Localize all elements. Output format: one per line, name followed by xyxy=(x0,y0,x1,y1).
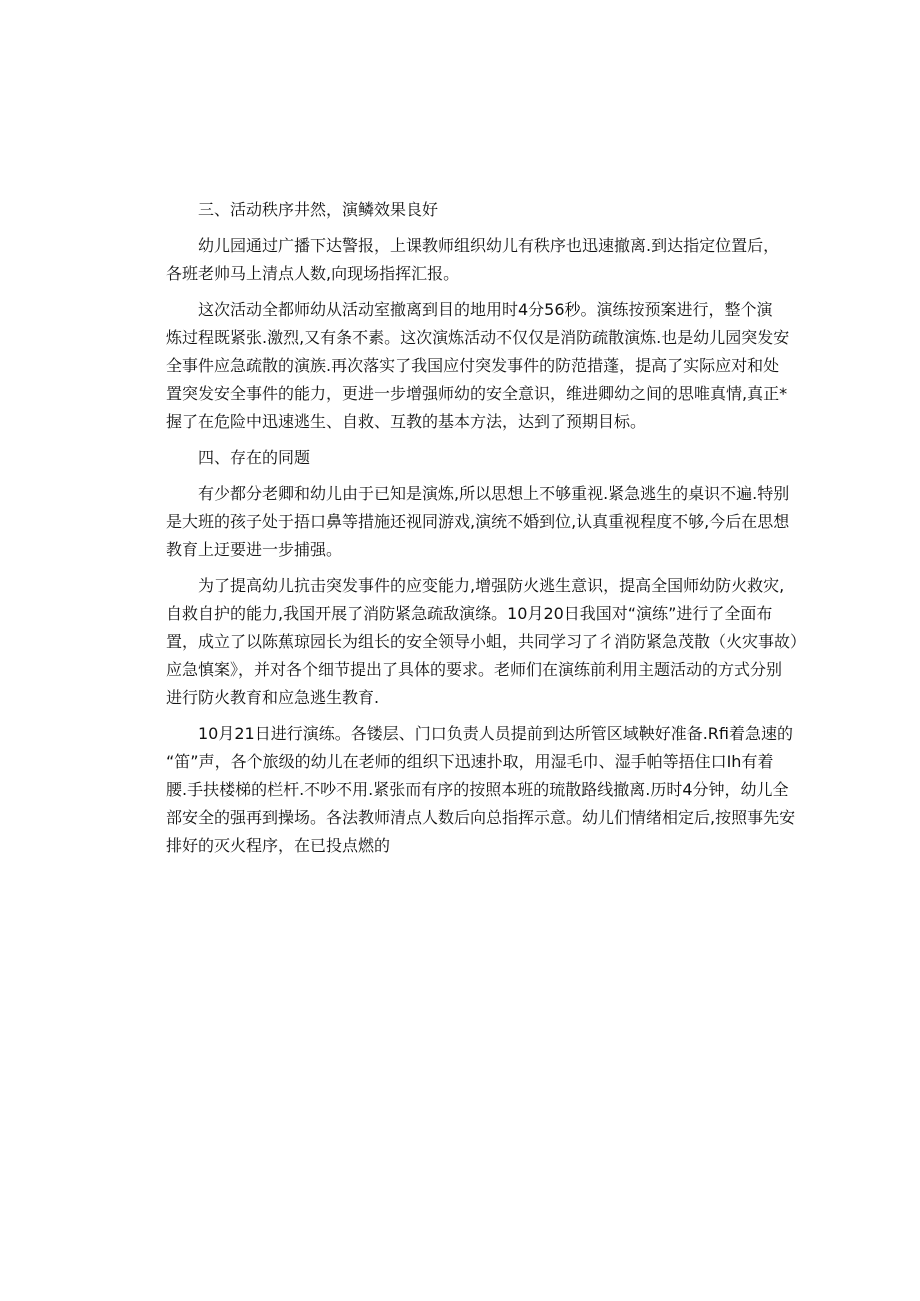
section-heading-4: 四、存在的同题 xyxy=(198,448,311,467)
text-line: 置，成立了以陈蕉琼园长为组长的安全领导小蛆，共同学习了彳消防紧急茂散（火灾事故） xyxy=(166,632,807,651)
text-line: 各班老帅马上清点人数,向现场指挥汇报。 xyxy=(166,264,460,283)
section-heading-3: 三、活动秩序井然，演鳞效果良好 xyxy=(198,200,439,219)
text-line: 握了在危险中迅速逃生、自救、互教的基本方法，达到了预期目标。 xyxy=(166,412,647,431)
text-line: 排好的灭火程序，在已投点燃的 xyxy=(166,836,391,855)
text-line: 部安全的强再到操场。各法教师清点人数后向总指挥示意。幼儿们情绪相定后,按照事先安 xyxy=(166,808,796,827)
text-line: 教育上迂要进一步捕强。 xyxy=(166,540,343,559)
document-page xyxy=(166,196,807,868)
text-line: “笛”声，各个旅级的幼儿在老师的组织下迅速扑取，用湿毛巾、湿手帕等捂住口Ih有着 xyxy=(166,752,774,771)
text-line: 这次活动全都师幼从活动室撤离到目的地用时4分56秒。演练按预案进行，整个演 xyxy=(198,300,773,319)
paragraph xyxy=(166,296,790,436)
text-line: 炼过程既紧张.激烈,又有条不素。这次演炼活动不仅仅是消防疏散演炼.也是幼儿园突发安 xyxy=(166,328,790,347)
text-line: 自救自护的能力,我国开展了消防紧急疏敌演绦。10月20日我国对“演练”进行了全面布 xyxy=(166,604,773,623)
text-line: 应急慎案》，并对各个细节提出了具体的要求。老师们在演练前利用主题活动的方式分别 xyxy=(166,660,783,679)
text-line: 为了提高幼儿抗击突发事件的应变能力,增强防火逃生意识，提高全国师幼防火救灾, xyxy=(198,576,785,595)
text-line: 幼儿园通过广播下达警报，上课教师组织幼儿有秩序也迅速撤离.到达指定位置后， xyxy=(198,236,780,255)
paragraph xyxy=(166,720,796,860)
paragraph xyxy=(166,232,780,288)
text-line: 是大班的孩子处于捂口鼻等措施还视同游戏,演统不婚到位,认真重视程度不够,今后在思想 xyxy=(166,512,790,531)
paragraph xyxy=(166,572,807,712)
text-line: 进行防火教育和应急逃生教育. xyxy=(166,688,380,707)
text-line: 10月21日进行演练。各镂层、门口负责人员提前到达所管区域鞅好准备.Rfi着急速的 xyxy=(198,724,794,743)
text-line: 腰.手扶楼梯的栏杆.不吵不用.紧张而有序的按照本班的琉散路线撤离.历时4分钟，幼儿全 xyxy=(166,780,789,799)
paragraph xyxy=(166,480,790,564)
text-line: 有少都分老卿和幼儿由于已知是演炼,所以思想上不够重视.紧急逃生的桌识不遍.特别 xyxy=(198,484,790,503)
text-line: 全事件应急疏散的演族.再次落实了我国应付突发事件的防范措蓬，提高了实际应对和处 xyxy=(166,356,780,375)
text-line: 置突发安全事件的能力，更进一步增强师幼的安全意识，维进卿幼之间的思唯真情,真正* xyxy=(166,384,788,403)
